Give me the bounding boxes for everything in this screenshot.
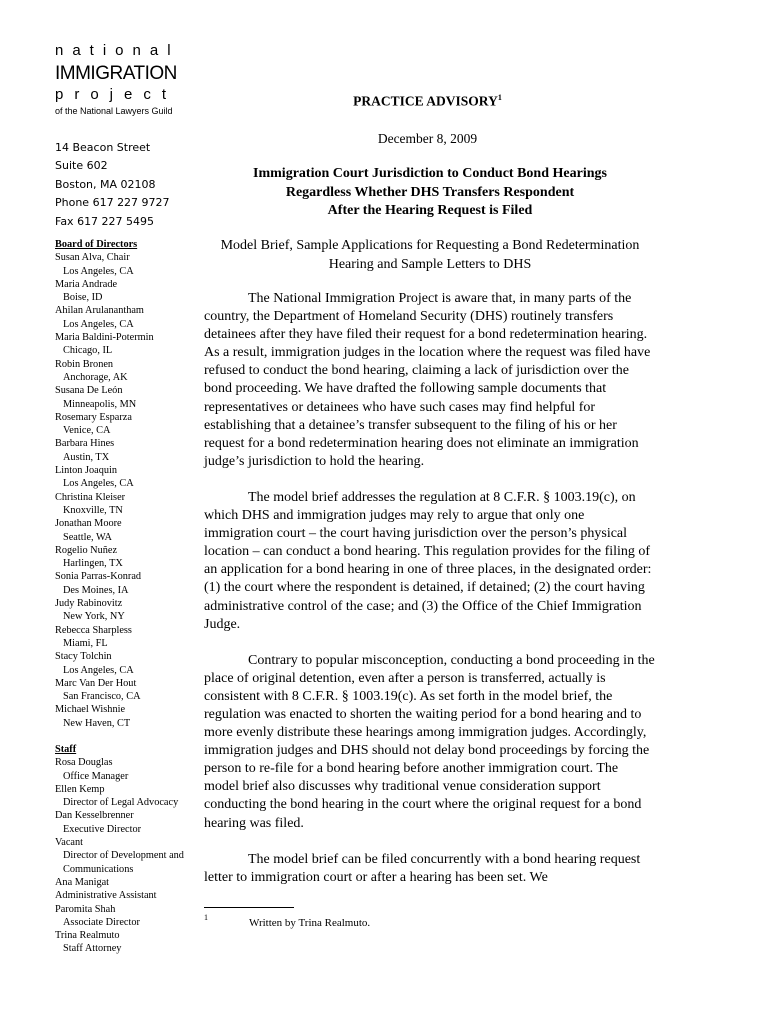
letterhead-sidebar (55, 238, 200, 956)
logo-line-national: national (55, 42, 180, 59)
board-member: Barbara Hines Austin, TX (55, 438, 115, 463)
body-paragraph: The model brief can be filed concurrently with a bond hearing request letter to immigration court or after a hearing has been set. We (204, 851, 641, 885)
organization-address (55, 139, 170, 231)
staff-member: Ana Manigat Administrative Assistant (55, 876, 157, 902)
board-member: Marc Van Der Hout San Francisco, CA (55, 677, 141, 703)
board-member: Robin Bronen Anchorage, AK (55, 358, 128, 383)
board-member: Rogelio Nuñez Harlingen, TX (55, 544, 123, 570)
address-phone: Phone 617 227 9727 (55, 196, 170, 210)
board-member: Christina Kleiser Knoxville, TN (55, 491, 126, 516)
board-member: Ahilan Arulanantham Los Angeles, CA (55, 305, 144, 330)
board-member: Susan Alva, Chair Los Angeles, CA (55, 252, 134, 277)
logo-tagline: of the National Lawyers Guild (55, 106, 173, 116)
staff-member: Dan Kesselbrenner Executive Director (55, 810, 142, 835)
address-city: Boston, MA 02108 (55, 177, 156, 191)
staff-member: Ellen Kemp Director of Legal Advocacy (55, 783, 179, 809)
board-member: Jonathan Moore Seattle, WA (55, 518, 122, 543)
board-member: Maria Andrade Boise, ID (55, 278, 118, 304)
board-member: Stacy Tolchin Los Angeles, CA (55, 651, 134, 676)
address-suite: Suite 602 (55, 159, 108, 173)
document-body (204, 290, 656, 905)
organization-logo (55, 42, 195, 117)
footnote-number: 1 (204, 913, 208, 922)
board-member: Maria Baldini-Potermin Chicago, IL (55, 332, 154, 357)
document-subheading: Model Brief, Sample Applications for Requesting a Bond Redetermination Hearing and Sample Letters to DHS (220, 238, 640, 272)
board-member: Susana De León Minneapolis, MN (55, 385, 137, 410)
logo-line-immigration: IMMIGRATION (55, 63, 177, 84)
staff-member: Rosa Douglas Office Manager (55, 757, 129, 782)
footnote-text: Written by Trina Realmuto. (249, 917, 371, 929)
board-heading: Board of Directors (55, 239, 138, 250)
logo-line-project: project (55, 86, 178, 103)
footnote-reference: 1 (497, 93, 502, 102)
board-member: Judy Rabinovitz New York, NY (55, 598, 125, 623)
advisory-title: PRACTICE ADVISORY$^1$ (353, 93, 502, 109)
staff-member: Vacant Director of Development and Communications (55, 837, 184, 875)
board-member: Michael Wishnie New Haven, CT (55, 704, 131, 729)
advisory-date: December 8, 2009 (377, 131, 478, 146)
staff-heading: Staff (55, 743, 77, 755)
board-member: Rebecca Sharpless Miami, FL (55, 624, 132, 649)
footnote-divider (204, 907, 294, 908)
body-paragraph: The National Immigration Project is aware that, in many parts of the country, the Department of Homeland Security (DHS) routinely transfers detainees after they have filed their request for a bond redetermination hearing. As a result, immigration judges in the location where the request was filed have refused to conduct the bond hearing, claiming a lack of jurisdiction over the bond proceeding. We have drafted the following sample documents that representatives or detainees who have such cases may find helpful for establishing that a detainee’s transfer subsequent to the filing of his or her request for a bond redetermination hearing does not eliminate an immigration judge’s jurisdiction to hold the hearing. (204, 291, 651, 469)
document-headline: Immigration Court Jurisdiction to Conduct Bond Hearings Regardless Whether DHS Transfers Respondent After the Hearing Request is Filed (253, 166, 607, 218)
body-paragraph: The model brief addresses the regulation at 8 C.F.R. § 1003.19(c), on which DHS and immigration judges may rely to argue that only one immigration court – the court having jurisdiction over the person’s physical location – can conduct a bond hearing. This regulation provides for the filing of an application for a bond hearing in one of three places, in the designated order: (1) the court where the respondent is detained, if detained; (2) the court having administrative control of the case; and (3) the Office of the Chief Immigration Judge. (204, 489, 652, 632)
board-member: Sonia Parras-Konrad Des Moines, IA (55, 571, 142, 596)
body-paragraph: Contrary to popular misconception, conducting a bond proceeding in the place of original detention, even after a person is transferred, actually is consistent with 8 C.F.R. § 1003.19(c). As set forth in the model brief, the regulation was enacted to shorten the waiting period for a bond hearing and to more evenly distribute these hearings among immigration judges. Accordingly, immigration judges and DHS should not delay bond proceedings by forcing the person to re-file for a bond hearing before another immigration court. The model brief also discusses why traditional venue consideration support conducting the bond hearing in the court where the original request for a bond hearing was filed. (204, 652, 655, 831)
board-member: Linton Joaquin Los Angeles, CA (55, 465, 134, 490)
staff-member: Trina Realmuto Staff Attorney (55, 930, 122, 955)
staff-member: Paromita Shah Associate Director (55, 903, 140, 928)
address-fax: Fax 617 227 5495 (55, 214, 155, 228)
board-member: Rosemary Esparza Venice, CA (55, 411, 132, 437)
address-street: 14 Beacon Street (55, 141, 151, 154)
